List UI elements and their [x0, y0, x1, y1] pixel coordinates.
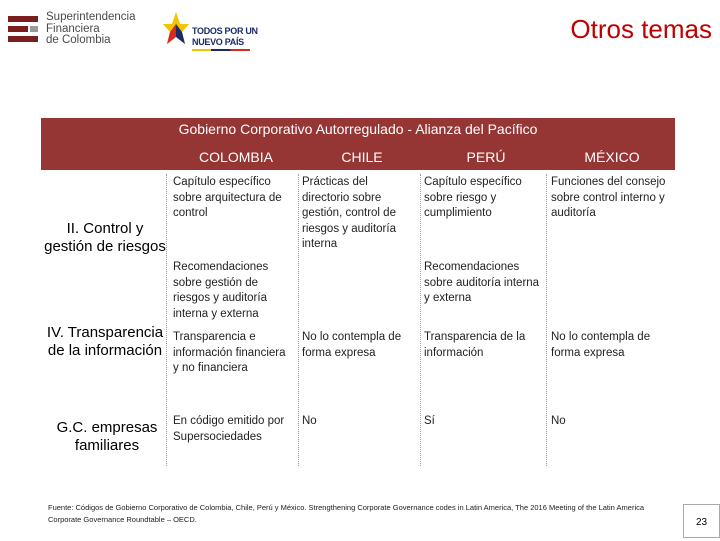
- table-cell: Recomendaciones sobre auditoría interna y externa: [424, 261, 540, 304]
- table-cell: Recomendaciones sobre gestión de riesgos y auditoría interna y externa: [173, 261, 269, 320]
- column-header-chile: CHILE: [341, 149, 383, 165]
- table-cell: En código emitido por Supersociedades: [173, 415, 285, 443]
- table-cell: Prácticas del directorio sobre gestión, control de riesgos y auditoría interna: [302, 176, 396, 250]
- table-cell: Transparencia e información financiera y no financiera: [173, 331, 286, 374]
- column-divider: [420, 174, 421, 466]
- column-divider: [298, 174, 299, 466]
- table-title: Gobierno Corporativo Autorregulado - Alianza del Pacífico: [178, 121, 538, 137]
- page-number: 23: [683, 504, 720, 538]
- column-divider: [546, 174, 547, 466]
- table-cell: No: [302, 415, 317, 427]
- todos-por-un-nuevo-pais-logo: [160, 8, 260, 54]
- table-cell: Capítulo específico sobre riesgo y cumplimiento: [424, 176, 522, 219]
- superfinanciera-logo-text: Superintendencia Financiera de Colombia: [46, 11, 136, 46]
- table-cell: No lo contempla de forma expresa: [302, 331, 402, 359]
- source-footnote: Fuente: Códigos de Gobierno Corporativo de Colombia, Chile, Perú y México. Strengthening Corporate Governance codes in Latin America, The 2016 Meeting of the Latin America Corporate Governance Roundtable – OECD.: [48, 503, 645, 524]
- colombia-flag-star-icon: [162, 10, 190, 50]
- row-label-empresas-familiares: G.C. empresas familiares: [56, 419, 158, 454]
- row-label-control-riesgos: II. Control y gestión de riesgos: [44, 220, 166, 255]
- row-label-transparencia: IV. Transparencia de la información: [46, 324, 164, 359]
- column-header-mexico: MÉXICO: [584, 149, 640, 165]
- table-cell: Transparencia de la información: [424, 331, 526, 359]
- column-header-peru: PERÚ: [466, 149, 506, 165]
- table-cell: Funciones del consejo sobre control interno y auditoría: [551, 176, 666, 219]
- superfinanciera-logo-icon: [6, 12, 40, 46]
- table-cell: Capítulo específico sobre arquitectura de control: [173, 176, 282, 219]
- superfinanciera-logo: [4, 10, 139, 50]
- flag-stripe: [192, 49, 250, 51]
- table-cell: Sí: [424, 415, 435, 427]
- logo-gov-line1: TODOS POR UN: [192, 26, 258, 36]
- table-cell: No: [551, 415, 566, 427]
- page-title: Otros temas: [570, 14, 712, 44]
- table-header: [41, 118, 675, 170]
- table-cell: No lo contempla de forma expresa: [551, 331, 651, 359]
- logo-gov-line2: NUEVO PAÍS: [192, 37, 244, 47]
- column-header-colombia: COLOMBIA: [199, 149, 273, 165]
